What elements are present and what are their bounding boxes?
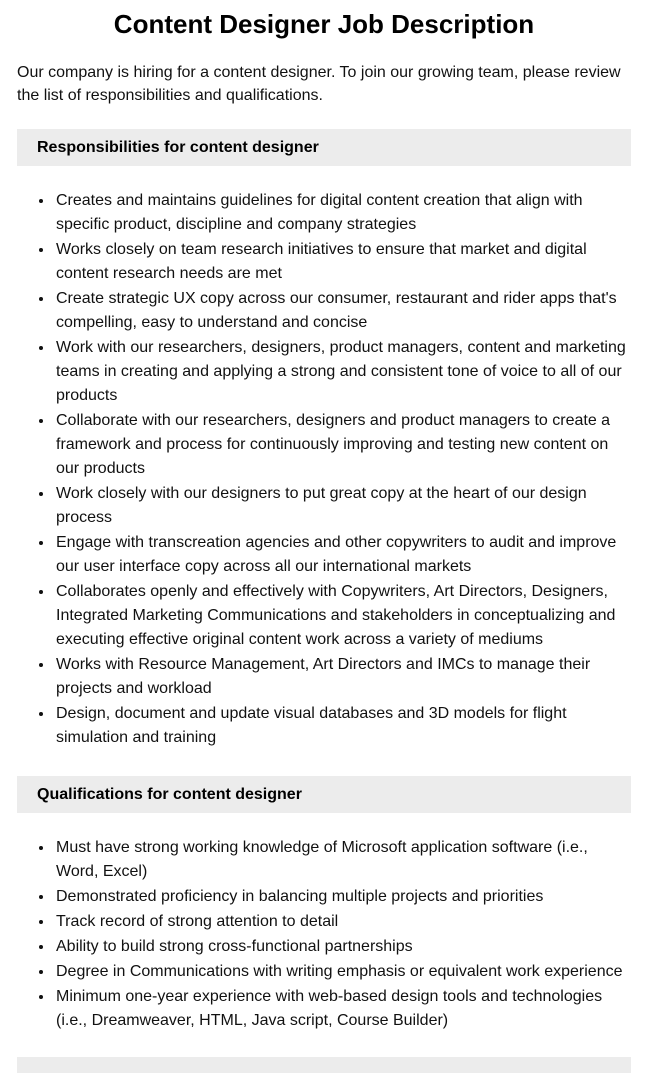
list-item: • Collaborates openly and effectively with Copywriters, Art Directors, Designers, Integrated Marketing Communications and stakeholders in conceptualizing and executing effective original content work across a variety of mediums	[54, 580, 631, 652]
list-item: • Works with Resource Management, Art Directors and IMCs to manage their projects and workload	[54, 653, 631, 701]
partial-section-bar	[17, 1057, 631, 1073]
list-item: • Must have strong working knowledge of Microsoft application software (i.e., Word, Excel)	[54, 836, 631, 884]
list-item: • Works closely on team research initiatives to ensure that market and digital content research needs are met	[54, 238, 631, 286]
list-item: • Minimum one-year experience with web-based design tools and technologies (i.e., Dreamweaver, HTML, Java script, Course Builder)	[54, 985, 631, 1033]
list-item: • Ability to build strong cross-functional partnerships	[54, 935, 631, 959]
qualifications-heading: Qualifications for content designer	[17, 776, 631, 813]
qualifications-list	[17, 836, 631, 1033]
responsibilities-heading: Responsibilities for content designer	[17, 129, 631, 166]
qualifications-section	[17, 776, 631, 1033]
list-item: • Design, document and update visual databases and 3D models for flight simulation and training	[54, 702, 631, 750]
list-item: • Degree in Communications with writing emphasis or equivalent work experience	[54, 960, 631, 984]
list-item: • Work with our researchers, designers, product managers, content and marketing teams in creating and applying a strong and consistent tone of voice to all of our products	[54, 336, 631, 408]
list-item: • Track record of strong attention to detail	[54, 910, 631, 934]
responsibilities-section	[17, 129, 631, 750]
page-title: Content Designer Job Description	[113, 9, 535, 39]
intro-paragraph: Our company is hiring for a content designer. To join our growing team, please review the list of responsibilities and qualifications.	[17, 63, 621, 104]
list-item: • Engage with transcreation agencies and other copywriters to audit and improve our user interface copy across all our international markets	[54, 531, 631, 579]
list-item: • Creates and maintains guidelines for digital content creation that align with specific product, discipline and company strategies	[54, 189, 631, 237]
list-item: • Collaborate with our researchers, designers and product managers to create a framework and process for continuously improving and testing new content on our products	[54, 409, 631, 481]
responsibilities-list	[17, 189, 631, 750]
list-item: • Work closely with our designers to put great copy at the heart of our design process	[54, 482, 631, 530]
list-item: • Create strategic UX copy across our consumer, restaurant and rider apps that's compelling, easy to understand and concise	[54, 287, 631, 335]
list-item: • Demonstrated proficiency in balancing multiple projects and priorities	[54, 885, 631, 909]
